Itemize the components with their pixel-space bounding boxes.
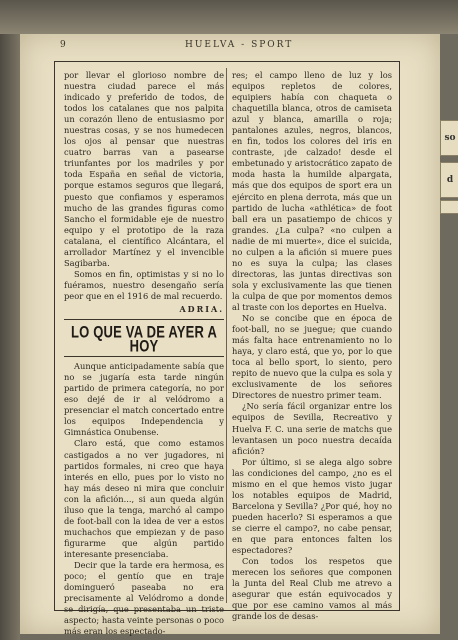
column-divider [226, 68, 227, 603]
left-paragraph: Decir que la tarde era hermosa, es poco; el gentío que en traje domingueró paseaba no era precisamente al Velódromo a donde se dirigía, que presentaba un triste aspecto; hasta veinte personas o poco más eran los espectado- [64, 559, 224, 637]
right-paragraph: Con todos los respetos que merecen los señores que componen la Junta del Real Club me atrevo a asegurar que están equivocados y que por ese camino vamos al más grande los de desas- [232, 556, 392, 622]
article-signature: ADRIA. [179, 303, 224, 314]
margin-tab: so [440, 120, 458, 156]
section-rule [64, 319, 224, 320]
left-paragraph: por llevar el glorioso nombre de nuestra ciudad parece el más indicado y preferido de todos, de todos los catalanes que nos palpita un corazón lleno de entusiasmo por nuestras cosas, y se nos humedecen los ojos al pensar que nuestras cuatro barras van a pasearse triunfantes por los madriles y por toda España en señal de victoria, porque estamos seguros que llegará, puesto que confiamos y esperamos mucho de las grandes figuras como Sancho el formidable eje de nuestro equipo y el prototipo de la raza catalana, el científico Alcántara, el arrollador Martínez y el invencible Sagibarba. [64, 70, 224, 268]
right-column [232, 70, 392, 622]
right-paragraph: res; el campo lleno de luz y los equipos repletos de colores, equipiers había con chaqueta o chaquetilla blanca, otros de camiseta azul y blanca, amarilla o roja; pantalones azules, negros, blancos, en fin, todos los colores del iris en contraste, ¡de calzado! desde el embetunado y aristocrático zapato de moda hasta la humilde alpargata, más que dos equipos de sport era un ejército en plena derrota, más que un partido de lucha «athlética» de foot ball era un pasatiempo de chicos y grandes. ¿La culpa? «no culpen a nadie de mi muerte», dice el suicida, no culpen a la afición si muere pues no es suya la culpa; las clases directoras, las juntas directivas son sola y exclusivamente las que tienen la culpa de que por momentos demos al traste con los deportes en Huelva. [232, 70, 392, 312]
page-header [60, 40, 400, 54]
left-paragraph: Somos en fin, optimistas y si no lo fuéramos, nuestro desengaño sería peor que en el 1916 de mal recuerdo. [64, 268, 224, 301]
right-paragraph: ¿No sería fácil organizar entre los equipos de Sevilla, Recreativo y Huelva F. C. una serie de matchs que levantasen un poco nuestra decaída afición? [232, 401, 392, 456]
right-paragraph: No se concibe que en época de foot-ball, no se juegue; que cuando más falta hace entrenamiento no lo haya, y claro está, que yo, por lo que toca al bello sport, lo siento, pero repito de nuevo que la culpa es sola y exclusivamente de los señores Directores de nuestro primer team. [232, 313, 392, 401]
right-paragraph: Por último, si se alega algo sobre las condiciones del campo, ¿no es el mismo en el que hemos visto jugar los notables equipos de Madrid, Barcelona y Sevilla? ¿Por qué, hoy no pueden hacerlo? Si esperamos a que se cierre el campo?, no cabe pensar, en que para entonces falten los espectadores? [232, 456, 392, 556]
article-headline: LO QUE VA DE AYER A HOY [70, 322, 218, 356]
margin-tab: d [440, 162, 458, 198]
section-rule [64, 356, 224, 357]
page-number: 9 [60, 40, 67, 50]
left-column [64, 70, 224, 637]
left-paragraph: Claro está, que como estamos castigados a no ver jugadores, ni partidos formales, ni creo que haya interés en ello, pues por lo visto no hay más deseo ni mira que concluir con la afición..., si aun queda algún iluso que la tenga, marchó al campo de foot-ball con la idea de ver a estos muchachos que empiezan y de paso figurarme que algún partido interesante presenciaba. [64, 438, 224, 559]
margin-tab [440, 200, 458, 214]
book-spine [0, 34, 20, 640]
left-paragraph: Aunque anticipadamente sabía que no se jugaría esta tarde ningún partido de primera categoría, no por eso dejé de ir al velódromo a presenciar el match concertado entre los equipos Independencia y Gimnástica Onubense. [64, 361, 224, 438]
scan-top-edge [0, 0, 458, 34]
masthead: HUELVA - SPORT [185, 40, 294, 50]
